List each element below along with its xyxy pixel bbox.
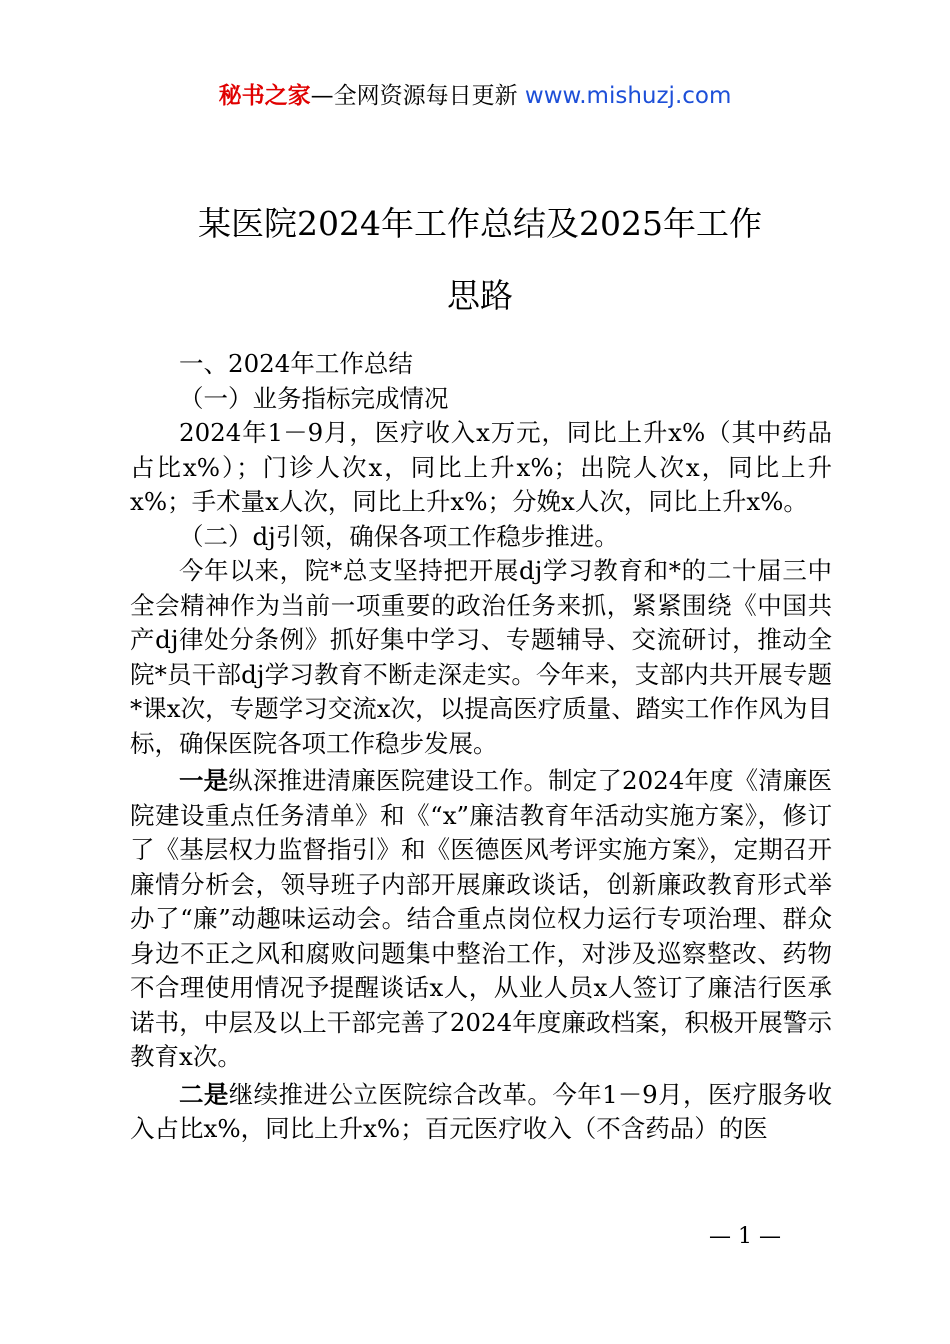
paragraph-reform	[130, 1078, 832, 1147]
paragraph-party-study: 今年以来，院*总支坚持把开展dj学习教育和*的二十届三中全会精神作为当前一项重要的政治任务来抓，紧紧围绕《中国共产dj律处分条例》抓好集中学习、专题辅导、交流研讨，推动全院*员干部dj学习教育不断走深走实。今年来，支部内共开展专题*课x次，专题学习交流x次，以提高医疗质量、踏实工作作风为目标，确保医院各项工作稳步发展。	[130, 556, 832, 758]
title-line-1: 某医院2024年工作总结及2025年工作	[198, 204, 762, 243]
subsection-heading-1: （一）业务指标完成情况	[179, 383, 449, 413]
lead-phrase-2: 二是	[179, 1079, 229, 1109]
paragraph-clean-hospital	[130, 764, 832, 1075]
banner-slogan: —全网资源每日更新	[310, 83, 525, 109]
document-body	[130, 347, 832, 1147]
title-line-2: 思路	[447, 276, 513, 315]
subsection-heading-2: （二）dj引领，确保各项工作稳步推进。	[179, 521, 619, 551]
page-number: — 1 —	[709, 1224, 781, 1249]
paragraph-text-1: 纵深推进清廉医院建设工作。制定了2024年度《清廉医院建设重点任务清单》和《“x”廉洁教育年活动实施方案》，修订了《基层权力监督指引》和《医德医风考评实施方案》，定期召开廉情分析会，领导班子内部开展廉政谈话，创新廉政教育形式举办了“廉”动趣味运动会。结合重点岗位权力运行专项治理、群众身边不正之风和腐败问题集中整治工作，对涉及巡察整改、药物不合理使用情况予提醒谈话x人，从业人员x人签订了廉洁行医承诺书，中层及以上干部完善了2024年度廉政档案，积极开展警示教育x次。	[130, 766, 833, 1071]
paragraph-text-2: 继续推进公立医院综合改革。今年1－9月，医疗服务收入占比x%，同比上升x%；百元医疗收入（不含药品）的医	[130, 1079, 832, 1143]
brand-name: 秘书之家	[218, 83, 311, 109]
section-heading: 一、2024年工作总结	[179, 349, 413, 378]
site-banner	[0, 80, 950, 112]
paragraph-metrics: 2024年1－9月，医疗收入x万元，同比上升x%（其中药品占比x%）；门诊人次x，同比上升x%；出院人次x，同比上升x%；手术量x人次，同比上升x%；分娩x人次，同比上升x%。	[130, 418, 832, 516]
lead-phrase-1: 一是	[179, 766, 229, 795]
document-title	[130, 188, 830, 332]
site-link[interactable]: www.mishuzj.com	[524, 83, 732, 109]
